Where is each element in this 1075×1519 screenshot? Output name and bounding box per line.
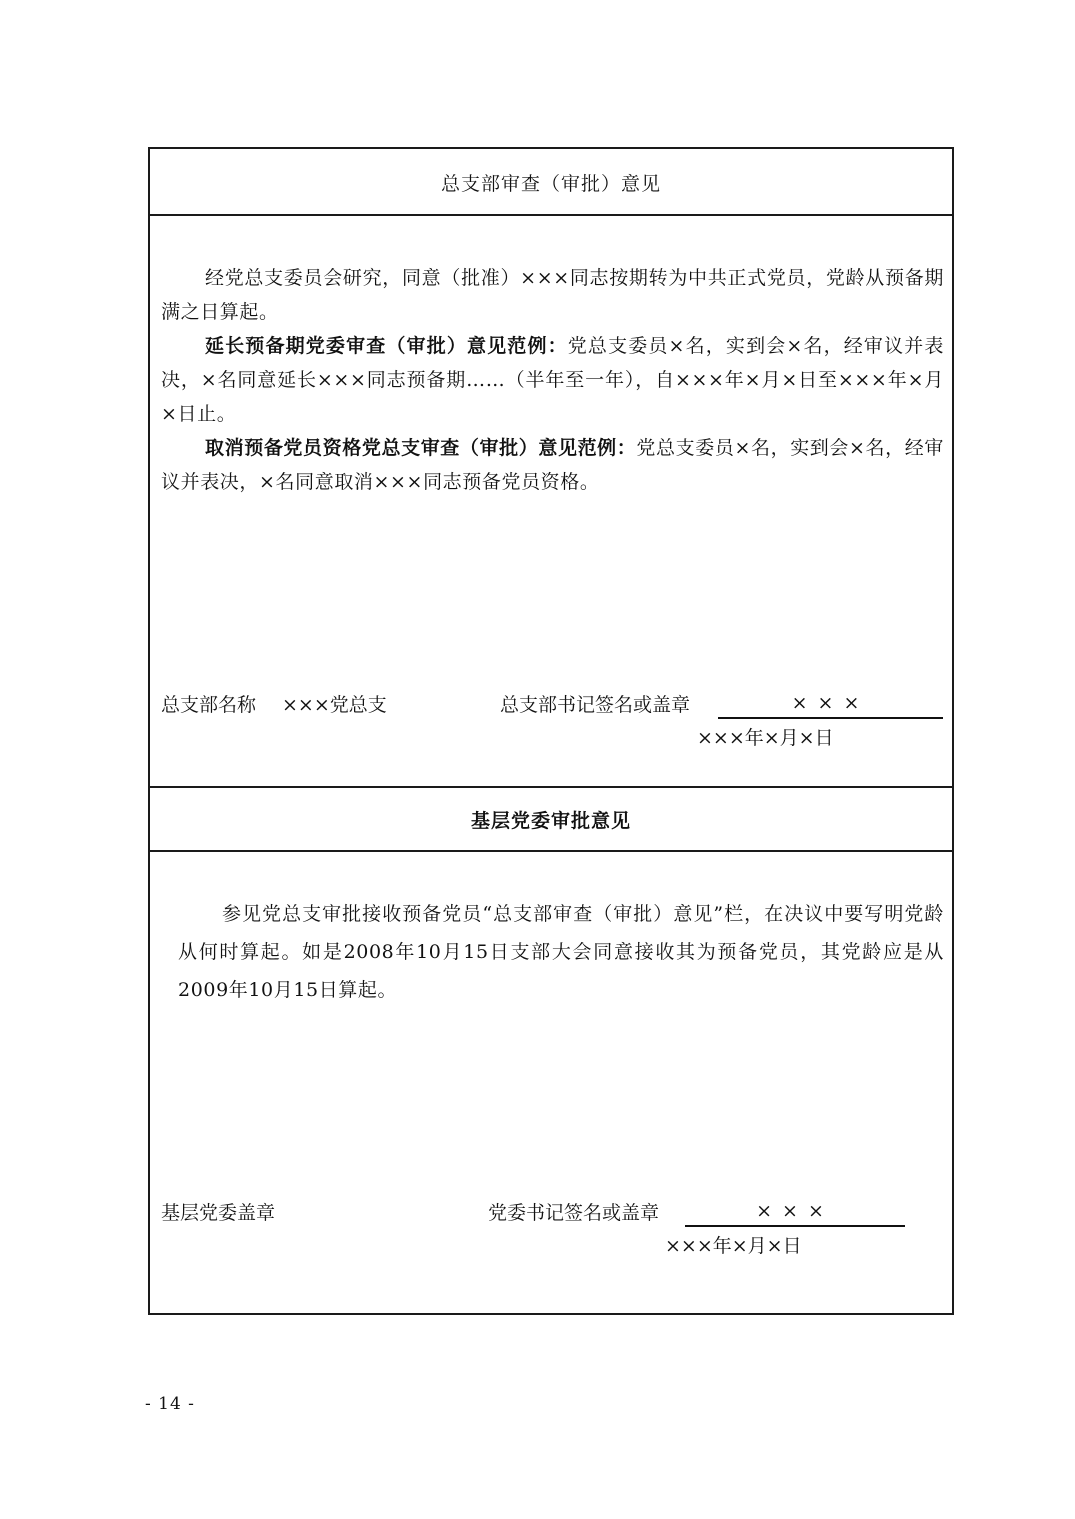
section2-paragraph: 参见党总支审批接收预备党员“总支部审查（审批）意见”栏，在决议中要写明党龄从何时算起。如是2008年10月15日支部大会同意接收其为预备党员，其党龄应是从2009年10月15日算起。 [178, 903, 944, 1001]
section1-paragraph-extension [161, 329, 944, 431]
section2-header-divider [150, 850, 952, 852]
branch-name-label: 总支部名称 [161, 694, 257, 716]
section1-header-divider [150, 214, 952, 216]
cancellation-example-body: 党总支委员×名，实到会×名，经审议并表决，×名同意取消×××同志预备党员资格。 [161, 437, 944, 493]
approval-form-table [148, 147, 954, 1315]
section1-paragraph-approval: 经党总支委员会研究，同意（批准）×××同志按期转为中共正式党员，党龄从预备期满之日算起。 [161, 267, 944, 323]
committee-secretary-sign-label: 党委书记签名或盖章 [488, 1202, 660, 1224]
section2-date: ×××年×月×日 [665, 1235, 802, 1257]
branch-secretary-signature-line: ××× [718, 689, 943, 719]
cancellation-example-lead: 取消预备党员资格党总支审查（审批）意见范例： [205, 437, 637, 459]
section1-header: 总支部审查（审批）意见 [440, 172, 661, 195]
page-number: - 14 - [145, 1394, 195, 1414]
party-committee-seal-label: 基层党委盖章 [161, 1202, 276, 1224]
committee-secretary-signature-line: ××× [685, 1197, 905, 1227]
section1-paragraph-cancellation [161, 431, 944, 499]
extension-example-body: 党总支委员×名，实到会×名，经审议并表决，×名同意延长×××同志预备期……（半年至一年），自×××年×月×日至×××年×月×日止。 [161, 335, 944, 425]
branch-name-value: ×××党总支 [282, 694, 387, 716]
branch-secretary-sign-label: 总支部书记签名或盖章 [500, 694, 691, 716]
section2-header: 基层党委审批意见 [470, 809, 631, 832]
extension-example-lead: 延长预备期党委审查（审批）意见范例： [205, 335, 568, 357]
section1-date: ×××年×月×日 [697, 727, 834, 749]
